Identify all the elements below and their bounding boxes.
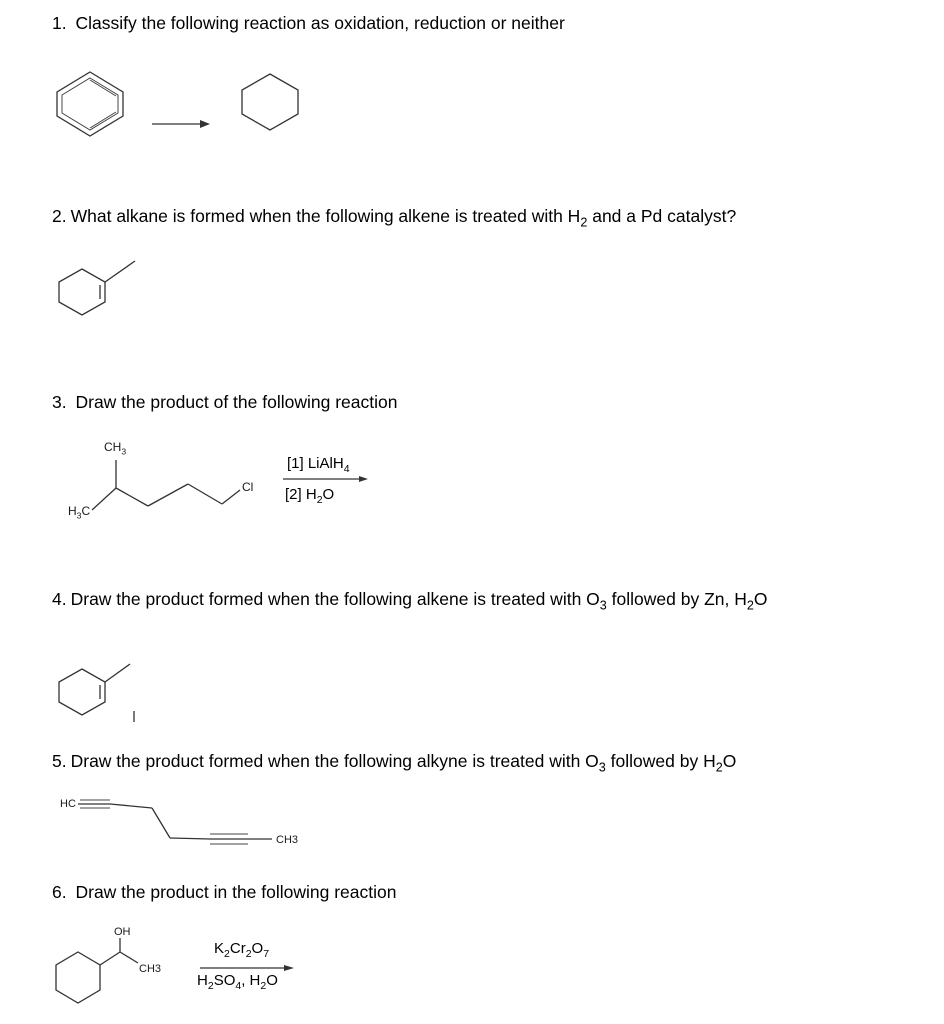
reagent-h2o: [2] $H_2O$: [285, 486, 335, 506]
alkene-structure-4: [59, 664, 134, 722]
alkyl-chloride-structure: [92, 460, 240, 510]
reaction-arrow-1: [152, 120, 210, 128]
reagent-k2cr2o7: $K_2Cr_2O_7$: [214, 940, 270, 960]
reaction-arrow-3: [283, 476, 368, 482]
question-5-text-before: Draw the product formed when the following alkyne is treated with O: [70, 751, 599, 771]
reaction-arrow-6: [200, 965, 294, 971]
question-4-text-mid: followed by Zn, H: [606, 589, 747, 609]
ch3-label-alkyne: CH3: [276, 834, 299, 846]
reagent-lialh4: [1] LiAlH$_4$: [287, 455, 350, 475]
hc-label: HC: [60, 798, 76, 810]
question-5-sub-1: 3: [598, 760, 606, 775]
question-5-text-after: O: [722, 751, 737, 771]
ch3-label-alcohol: CH3: [139, 963, 162, 975]
question-5-text-mid: followed by H: [605, 751, 716, 771]
oh-label: OH: [114, 926, 131, 938]
alkyne-structure: [78, 800, 272, 844]
alkene-structure-2: [59, 261, 135, 315]
question-6-number: 6.: [52, 882, 67, 902]
question-3-number: 3.: [52, 392, 67, 412]
chlorine-label: Cl: [242, 480, 254, 494]
question-4-text-before: Draw the product formed when the following alkene is treated with O: [70, 589, 600, 609]
question-1-text: Classify the following reaction as oxidation, reduction or neither: [75, 13, 565, 33]
question-6-text: Draw the product in the following reaction: [75, 882, 397, 902]
question-1-number: 1.: [52, 13, 67, 33]
question-2-sub: 2: [580, 215, 588, 230]
question-4-sub-1: 3: [599, 598, 607, 613]
alcohol-structure: [56, 938, 138, 1003]
question-5-number: 5.: [52, 751, 67, 771]
question-4-number: 4.: [52, 589, 67, 609]
question-2-text-before: What alkane is formed when the following alkene is treated with H: [70, 206, 581, 226]
question-5-sub-2: 2: [715, 760, 723, 775]
question-2-text-after: and a Pd catalyst?: [587, 206, 737, 226]
question-4-text-after: O: [753, 589, 768, 609]
question-4-sub-2: 2: [746, 598, 754, 613]
question-2-number: 2.: [52, 206, 67, 226]
benzene-structure: [57, 72, 123, 136]
ch3-label-top: $CH_3$: [104, 440, 127, 457]
reagent-h2so4-h2o: $H_2SO_4$, $H_2O$: [197, 972, 278, 992]
question-3-text: Draw the product of the following reaction: [75, 392, 398, 412]
h3c-label: $H_3C$: [68, 504, 91, 521]
cyclohexane-structure-1: [242, 74, 298, 130]
